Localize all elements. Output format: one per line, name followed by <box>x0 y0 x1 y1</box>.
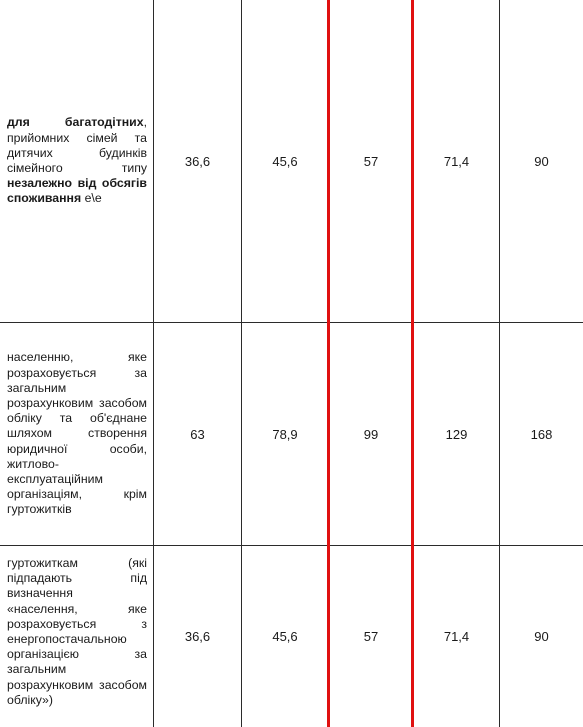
value-cell: 57 <box>363 153 379 169</box>
value-cell: 90 <box>534 153 549 169</box>
row-description <box>0 323 153 545</box>
value-cell: 63 <box>190 426 205 442</box>
value-cell: 168 <box>530 426 553 442</box>
value-cell: 99 <box>363 426 379 442</box>
value-cell: 78,9 <box>272 426 298 442</box>
table-row <box>0 546 583 727</box>
desc-bold-part: для багатодітних <box>7 115 144 130</box>
value-cell: 71,4 <box>443 629 470 644</box>
row-description-text <box>7 115 147 206</box>
row-divider <box>0 545 583 546</box>
value-cell: 71,4 <box>443 153 470 169</box>
desc-bold-part: незалежно від обсягів споживання <box>7 176 147 206</box>
value-cell: 57 <box>363 629 379 644</box>
row-description-text <box>7 556 147 708</box>
table-row <box>0 323 583 545</box>
column-divider <box>499 0 500 727</box>
value-cell: 45,6 <box>272 153 298 169</box>
desc-part: , прийомних сімей та дитячих будинків сімейного типу <box>7 115 147 175</box>
highlight-column-left-border <box>327 0 330 727</box>
highlight-column-right-border <box>411 0 414 727</box>
desc-part: е\е <box>81 191 102 206</box>
value-cell: 45,6 <box>272 629 298 644</box>
value-cell: 36,6 <box>184 629 211 644</box>
value-cell: 90 <box>534 629 549 644</box>
row-description <box>0 0 153 322</box>
desc-part: населенню, яке розраховується за загальним розрахунковим засобом обліку та об'єднане шляхом створення юридичної особи, житлово-експлуатаційним організаціям, крім гуртожитків <box>7 350 147 517</box>
row-description <box>0 546 153 727</box>
column-divider <box>153 0 154 727</box>
value-cell: 129 <box>445 426 468 442</box>
value-cell: 36,6 <box>184 153 211 169</box>
table-row <box>0 0 583 322</box>
desc-part: гуртожиткам (які підпадають під визначення «населення, яке розраховується з енергопостачальною організацією за загальним розрахунковим засобом обліку») <box>7 556 147 707</box>
column-divider <box>241 0 242 727</box>
row-description-text <box>7 350 147 517</box>
row-divider <box>0 322 583 323</box>
